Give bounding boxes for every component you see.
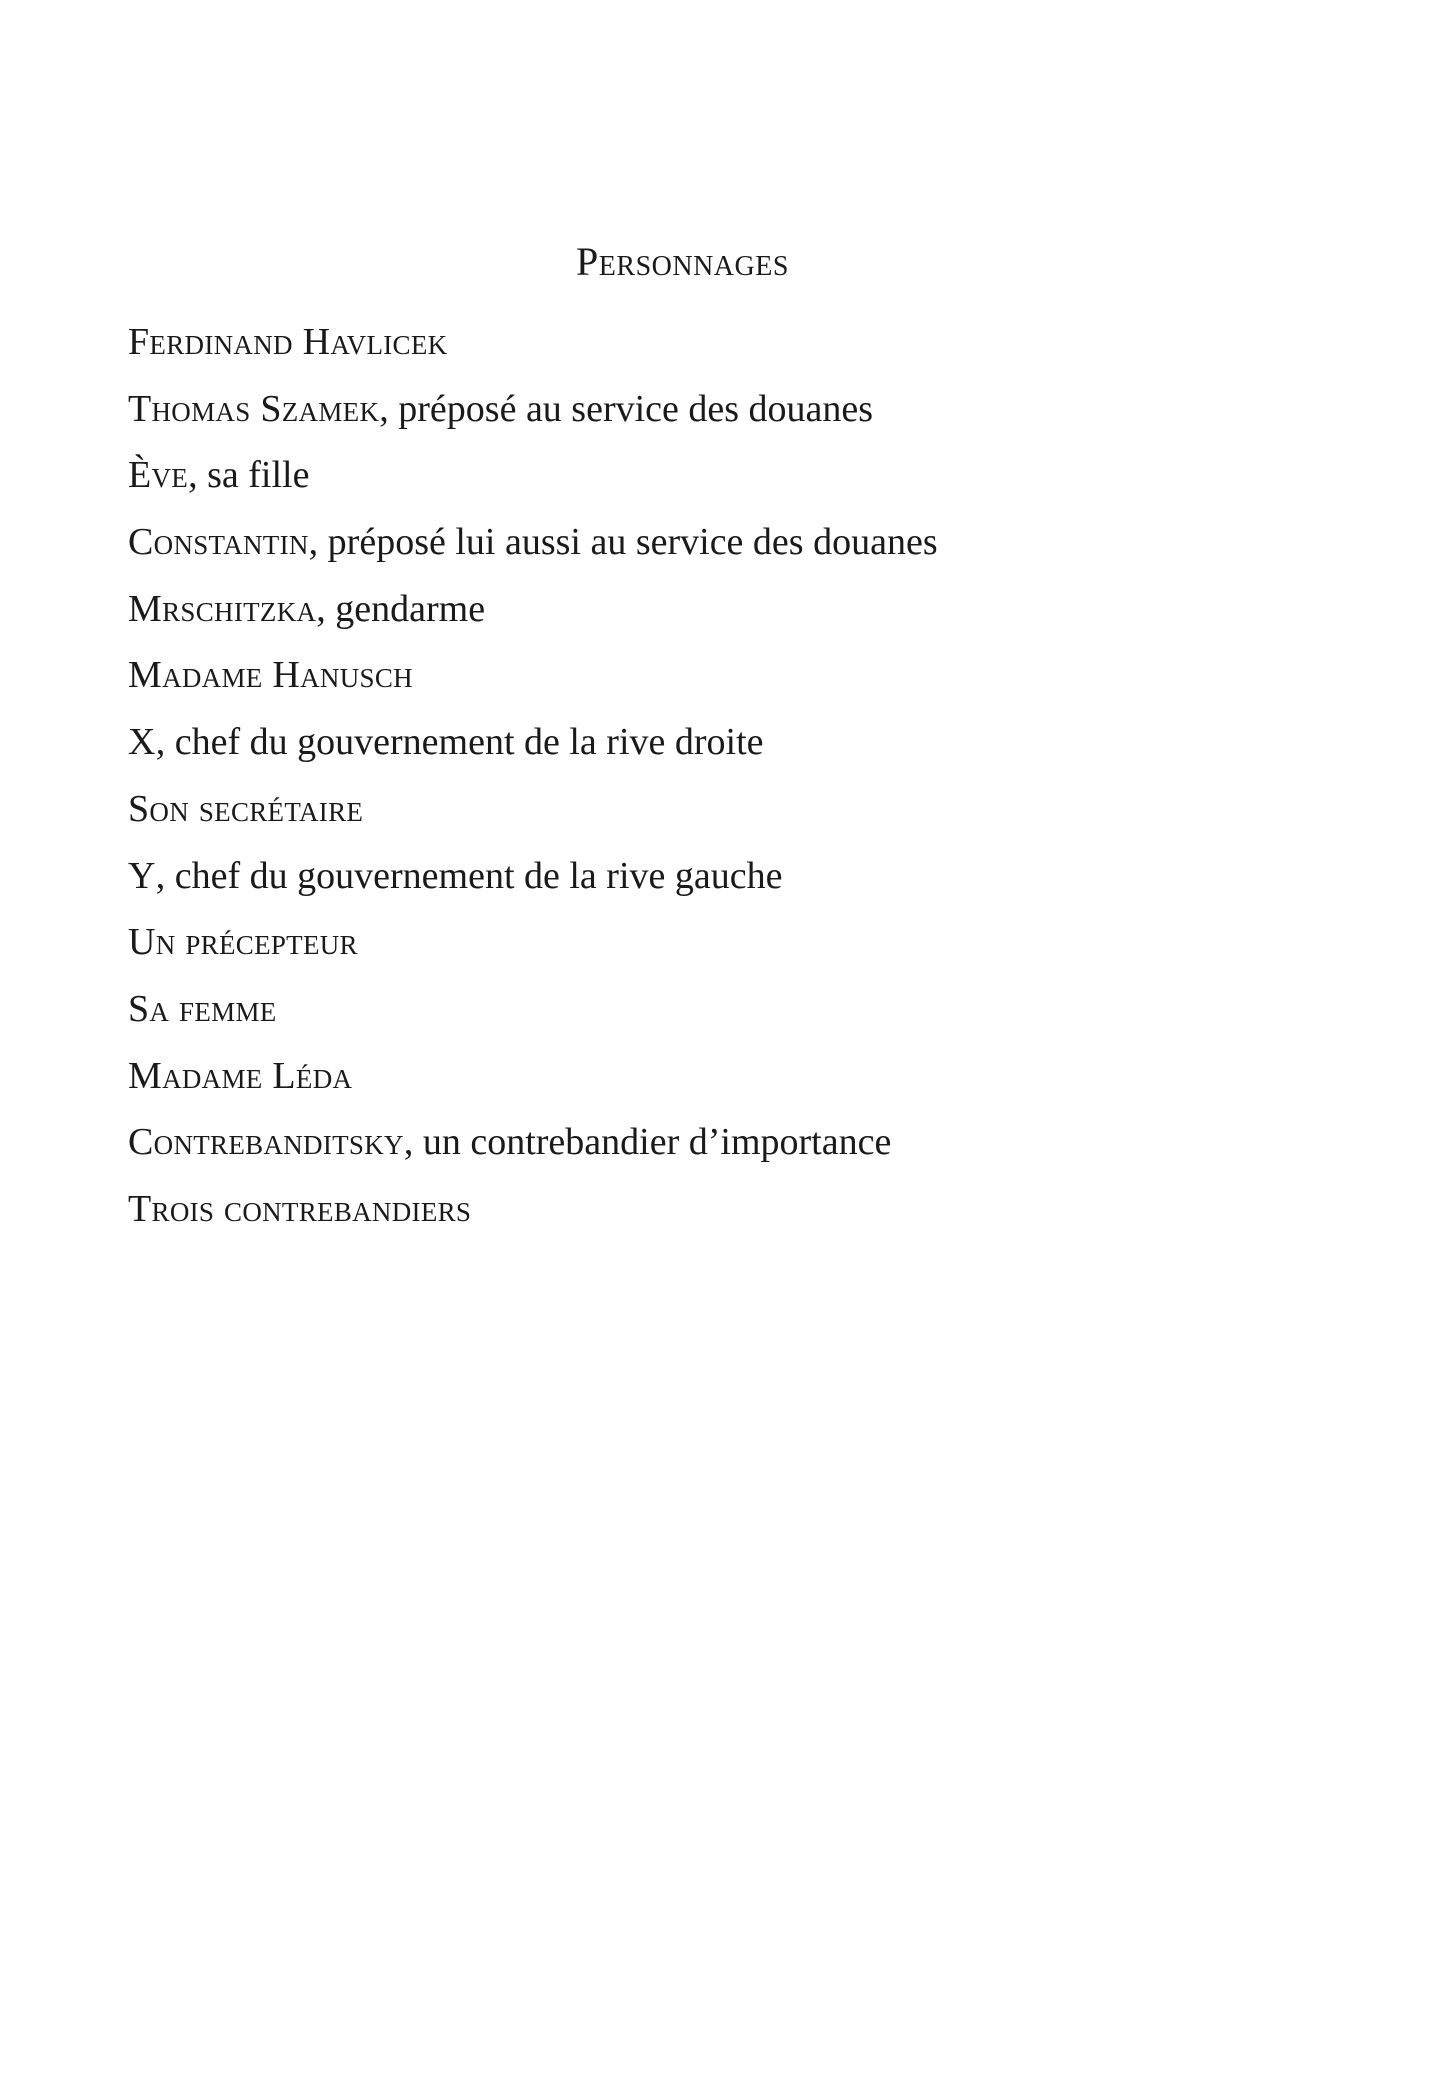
character-entry (128, 852, 1328, 919)
character-list (128, 318, 1328, 1252)
character-entry (128, 585, 1328, 652)
character-name: Ferdinand Havlicek (128, 321, 448, 363)
character-entry (128, 318, 1328, 385)
character-description: , chef du gouvernement de la rive gauche (155, 854, 783, 897)
character-entry (128, 385, 1328, 452)
character-name: Mrschitzka (128, 587, 317, 630)
character-entry (128, 785, 1328, 852)
character-description: , sa fille (188, 454, 310, 497)
character-entry (128, 518, 1328, 585)
character-description: , préposé lui aussi au service des douanes (308, 521, 938, 564)
character-entry (128, 1052, 1328, 1119)
character-name: Ève (128, 454, 189, 497)
character-description: , un contrebandier d’importance (403, 1121, 892, 1164)
page-title: Personnages (576, 239, 789, 284)
character-name: X (128, 721, 156, 764)
character-name: Madame Léda (128, 1054, 353, 1097)
character-name: Sa femme (128, 987, 277, 1030)
character-name: Son secrétaire (128, 787, 364, 830)
character-entry (128, 718, 1328, 785)
character-name: Madame Hanusch (128, 654, 413, 697)
character-name: Constantin (128, 521, 309, 564)
character-name: Trois contrebandiers (128, 1187, 472, 1230)
character-entry (128, 1118, 1328, 1185)
character-entry (128, 985, 1328, 1052)
character-description: , chef du gouvernement de la rive droite (155, 721, 764, 764)
character-entry (128, 1185, 1328, 1252)
character-name: Un précepteur (128, 921, 358, 964)
character-name: Contrebanditsky (128, 1121, 404, 1164)
character-name: Thomas Szamek (128, 387, 380, 430)
character-entry (128, 651, 1328, 718)
character-entry (128, 918, 1328, 985)
character-name: Y (128, 854, 156, 897)
character-entry (128, 451, 1328, 518)
character-description: , gendarme (316, 587, 486, 630)
character-description: , préposé au service des douanes (379, 387, 874, 430)
